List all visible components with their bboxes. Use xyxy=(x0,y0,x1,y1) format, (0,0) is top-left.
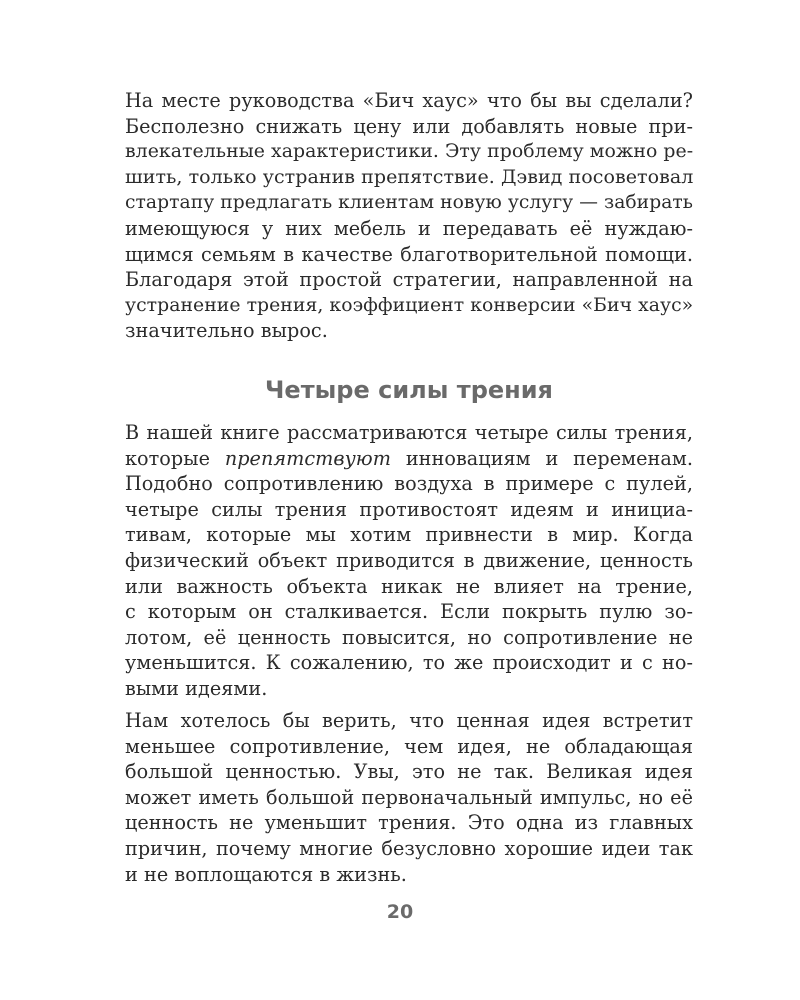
text-line: В нашей книге рассматриваются четыре силы трения, xyxy=(125,421,693,444)
paragraph-beach-house xyxy=(125,88,693,344)
text-line: ценность не уменьшит трения. Это одна из главных xyxy=(125,811,693,835)
text-line: устранение трения, коэффициент конверсии «Бич хаус» xyxy=(125,294,694,316)
text-line: Благодаря этой простой стратегии, направленной на xyxy=(125,268,693,292)
text-line: четыре силы трения противостоят идеям и инициа- xyxy=(125,497,693,521)
text-line: может иметь большой первоначальный импульс, но её xyxy=(125,785,693,809)
text-line: шить, только устранив препятствие. Дэвид посоветовал xyxy=(125,165,694,188)
text-line: Нам хотелось бы верить, что ценная идея встретит xyxy=(125,709,693,732)
text-segment: которые xyxy=(125,446,225,470)
text-line: щимся семьям в качестве благотворительной помощи. xyxy=(125,242,693,266)
text-line: лотом, её ценность повысится, но сопротивление не xyxy=(125,625,693,649)
text-line: Бесполезно снижать цену или добавлять новые при- xyxy=(125,114,693,138)
text-line: влекательные характеристики. Эту проблему можно ре- xyxy=(125,140,694,163)
text-line: с которым он сталкивается. Если покрыть пулю зо- xyxy=(125,600,693,624)
text-line: значительно вырос. xyxy=(125,319,328,343)
text-line: тивам, которые мы хотим привнести в мир. Когда xyxy=(125,523,693,547)
text-line: большой ценностью. Увы, это не так. Великая идея xyxy=(125,760,693,784)
text-line: выми идеями. xyxy=(125,676,268,700)
text-line-with-emphasis xyxy=(125,446,693,472)
paragraph-valuable-ideas xyxy=(125,708,693,887)
text-line: стартапу предлагать клиентам новую услугу — забирать xyxy=(125,192,694,214)
text-line: уменьшится. К сожалению, то же происходит и с но- xyxy=(125,651,693,675)
text-segment: инновациям и переменам. xyxy=(391,446,693,470)
text-line: причин, почему многие безусловно хорошие идеи так xyxy=(125,836,693,860)
emphasis-text: препятствуют xyxy=(224,446,391,470)
text-line: физический объект приводится в движение, ценность xyxy=(125,548,693,572)
text-line: имеющуюся у них мебель и передавать её нуждаю- xyxy=(125,216,693,240)
section-heading: Четыре силы трения xyxy=(265,376,553,404)
text-line: и не воплощаются в жизнь. xyxy=(125,862,407,886)
page-number: 20 xyxy=(386,901,414,923)
text-line: меньшее сопротивление, чем идея, не обладающая xyxy=(125,734,693,758)
text-line: или важность объекта никак не влияет на трение, xyxy=(125,574,693,598)
paragraph-four-forces xyxy=(125,420,693,702)
text-line: Подобно сопротивлению воздуха в примере с пулей, xyxy=(125,472,693,496)
text-line: На месте руководства «Бич хаус» что бы вы сделали? xyxy=(125,89,693,112)
